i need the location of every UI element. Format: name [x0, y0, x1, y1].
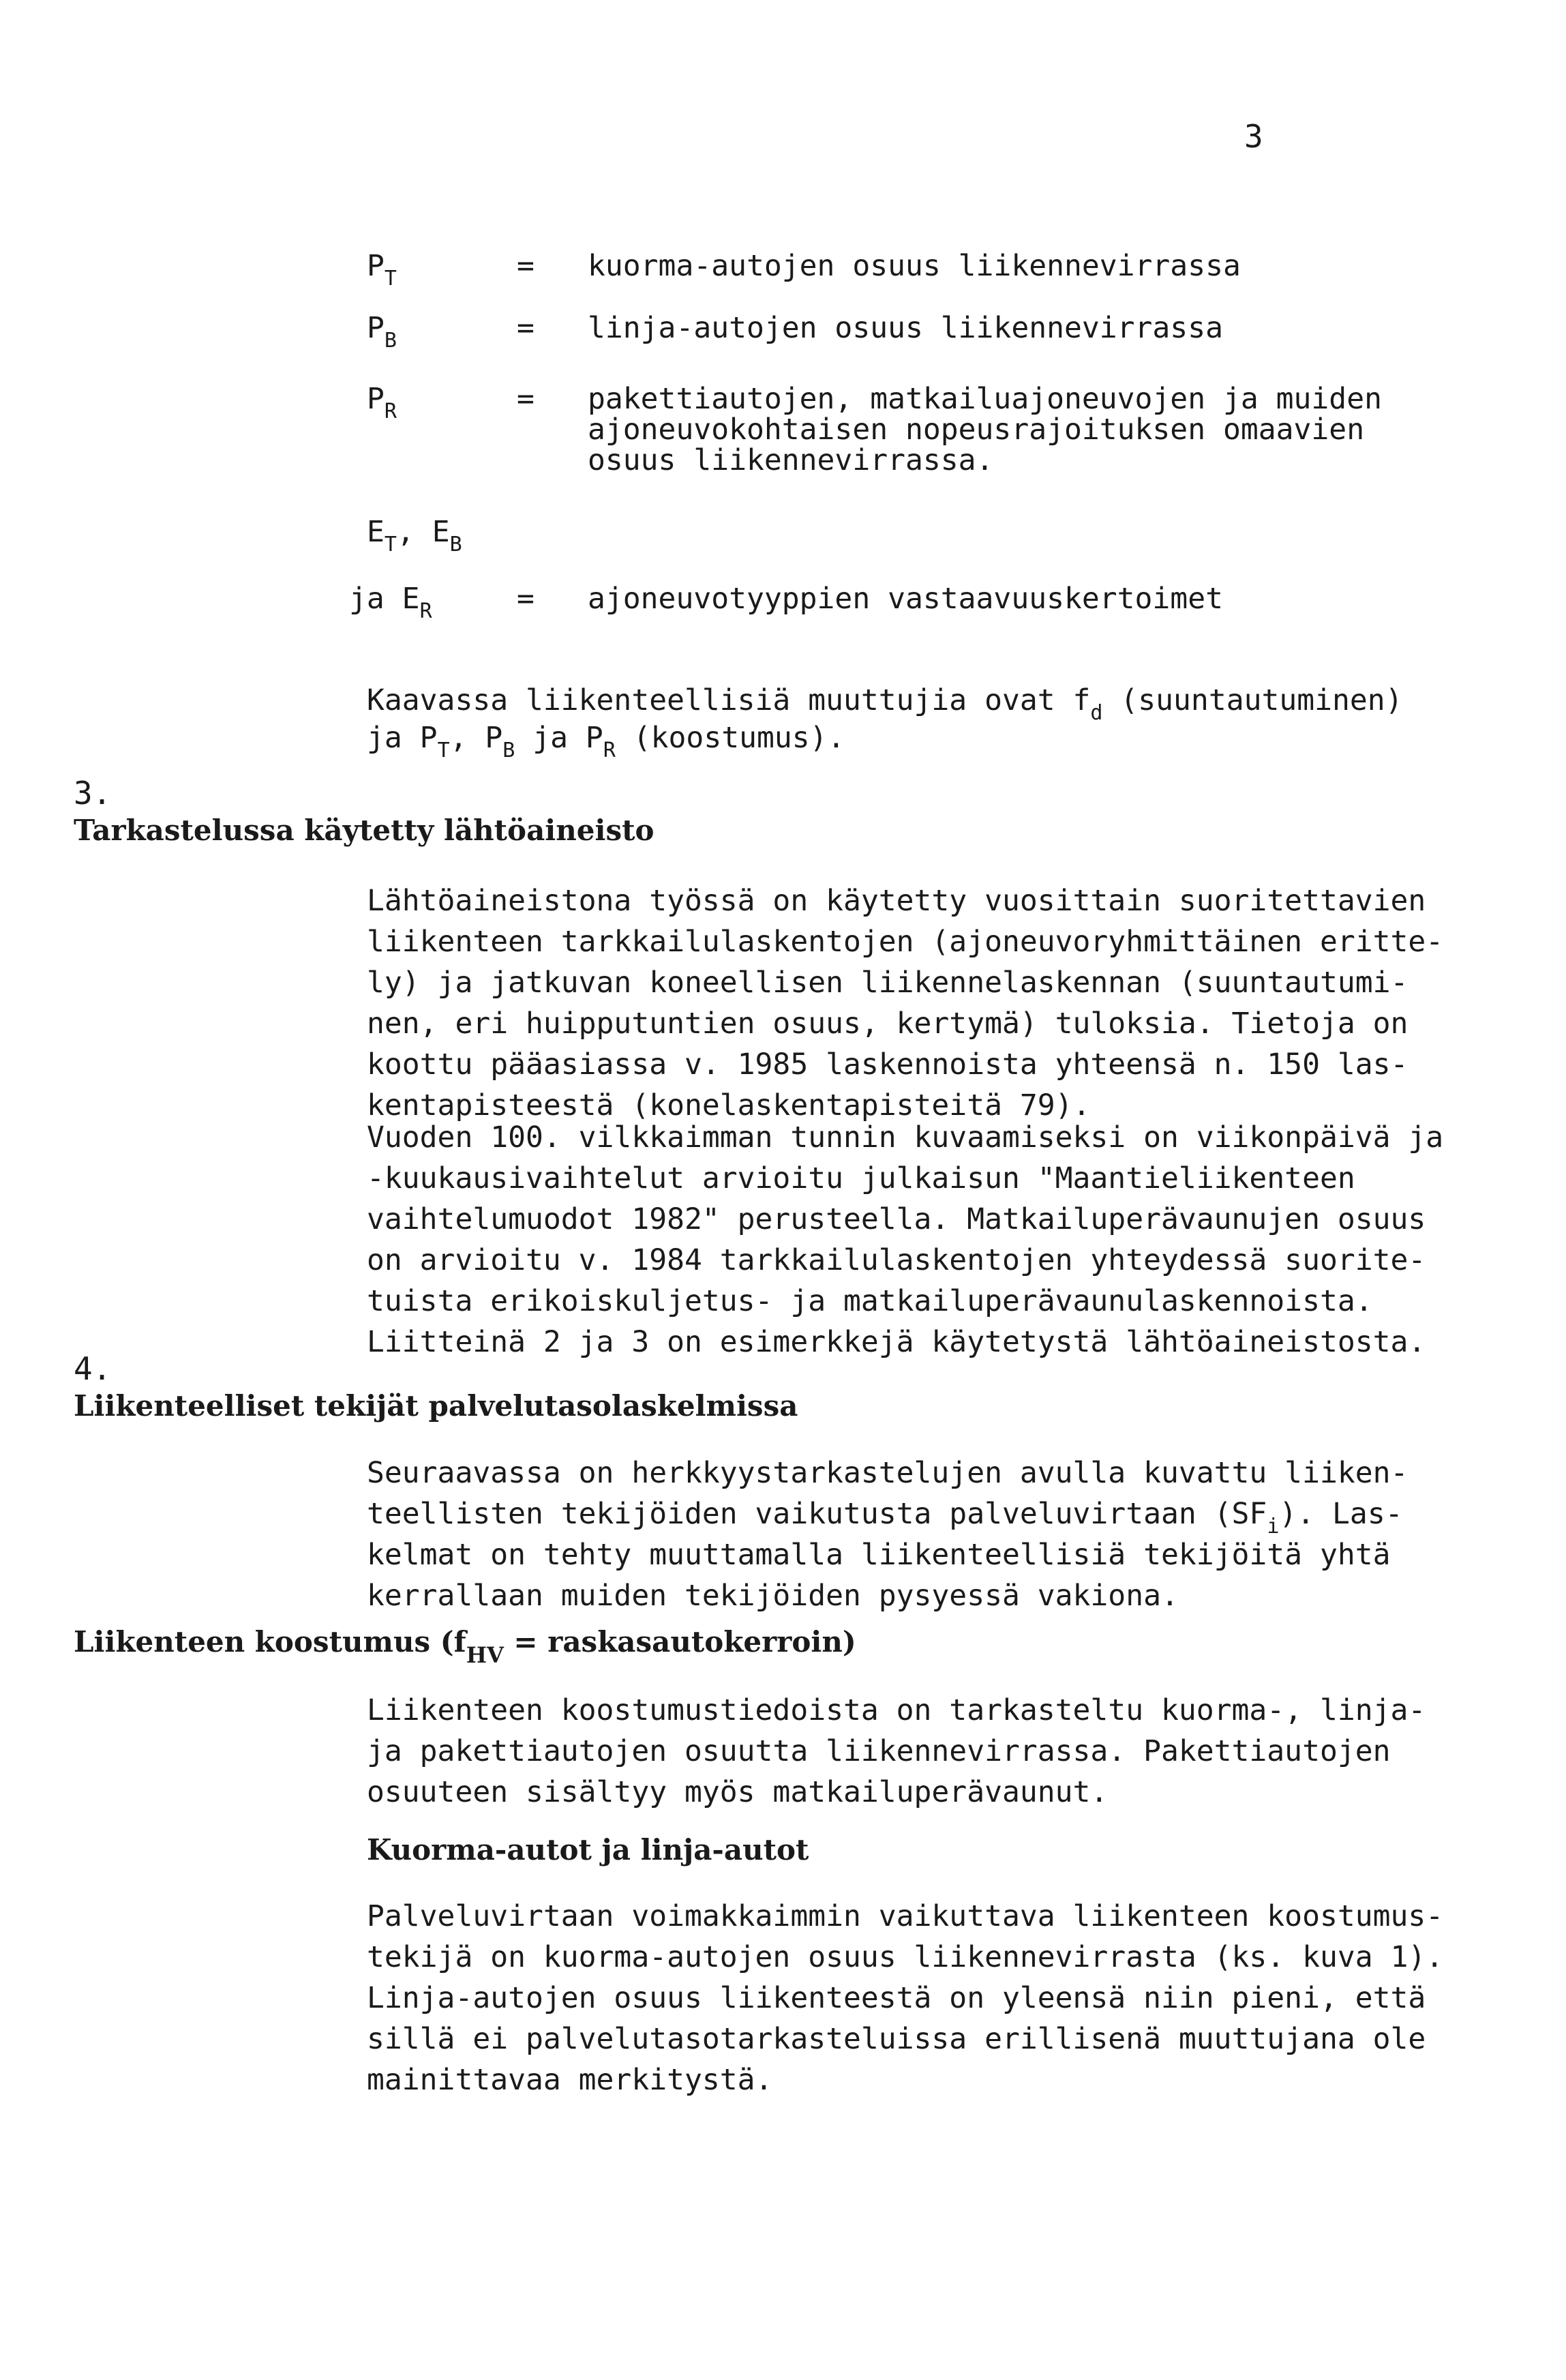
formula-note-line-2: ja $P_T$, $P_B$ ja $P_R$ (koostumus). [367, 721, 845, 762]
paragraph-line: Vuoden 100. vilkkaimman tunnin kuvaamiseksi on viikonpäivä ja [367, 1120, 1444, 1155]
definition-text: pakettiautojen, matkailuajoneuvojen ja muiden [588, 382, 1382, 416]
paragraph-line: mainittavaa merkitystä. [367, 2063, 773, 2097]
definition-text: kuorma-autojen osuus liikennevirrassa [588, 249, 1241, 283]
paragraph-line [367, 1453, 1408, 1493]
section-3-number: 3. [74, 775, 112, 812]
paragraph-line: nen, eri huipputuntien osuus, kertymä) tuloksia. Tietoja on [367, 1007, 1409, 1041]
subheading-traffic-composition: Liikenteen koostumus ($f_{HV}$ = raskasautokerroin) [74, 1625, 856, 1668]
coefficient-symbol-er: ja $E_R$ [349, 582, 432, 623]
paragraph-line: -kuukausivaihtelut arvioitu julkaisun "Maantieliikenteen [367, 1161, 1355, 1195]
definition-equals: = [517, 249, 534, 283]
section-3-paragraph-2 [367, 1117, 1443, 1363]
section-4-paragraph-1 [367, 1453, 1408, 1616]
symbol-subscript: R [384, 400, 397, 423]
page-number: 3 [1244, 118, 1263, 155]
line-text-after: ). Las- [1279, 1497, 1403, 1531]
line-text: kerrallaan muiden tekijöiden pysyessä vakiona. [367, 1579, 1179, 1613]
paragraph-line: tuista erikoiskuljetus- ja matkailuperävaunulaskennoista. [367, 1284, 1373, 1318]
section-3-paragraph-1 [367, 880, 1443, 1126]
paragraph-line: Liitteinä 2 ja 3 on esimerkkejä käytetystä lähtöaineistosta. [367, 1325, 1426, 1359]
symbol-subscript: T [384, 267, 397, 291]
definition-text: ajoneuvokohtaisen nopeusrajoituksen omaavien [588, 413, 1365, 447]
paragraph-line: tekijä on kuorma-autojen osuus liikennevirrasta (ks. kuva 1). [367, 1940, 1444, 1974]
definition-equals: = [517, 382, 534, 416]
paragraph-line: ly) ja jatkuvan koneellisen liikennelaskennan (suuntautumi- [367, 966, 1409, 1000]
symbol-letter: P [367, 382, 385, 416]
symbol-letter: P [367, 249, 385, 283]
paragraph-line: Palveluvirtaan voimakkaimmin vaikuttava liikenteen koostumus- [367, 1899, 1444, 1933]
symbol-subscript: B [384, 329, 397, 353]
paragraph-line: Linja-autojen osuus liikenteestä on yleensä niin pieni, että [367, 1981, 1426, 2015]
paragraph-line: ja pakettiautojen osuutta liikennevirrassa. Pakettiautojen [367, 1734, 1391, 1768]
paragraph-line: liikenteen tarkkailulaskentojen (ajoneuvoryhmittäinen eritte- [367, 925, 1444, 959]
line-text: teellisten tekijöiden vaikutusta palveluvirtaan (SF [367, 1497, 1267, 1531]
line-text: Seuraavassa on herkkyystarkastelujen avulla kuvattu liiken- [367, 1456, 1409, 1490]
section-4-paragraph-3 [367, 1896, 1443, 2100]
paragraph-line: on arvioitu v. 1984 tarkkailulaskentojen yhteydessä suorite- [367, 1243, 1426, 1277]
formula-note-line-1: Kaavassa liikenteellisiä muuttujia ovat $f_d$ (suuntautuminen) [367, 683, 1403, 725]
symbol-letter: P [367, 311, 385, 345]
definition-symbol [367, 378, 397, 423]
section-4-paragraph-2 [367, 1690, 1426, 1813]
coefficient-symbols: $E_T$, $E_B$ [367, 515, 462, 556]
paragraph-line [367, 1575, 1408, 1616]
definition-symbol [367, 246, 397, 290]
paragraph-line: koottu pääasiassa v. 1985 laskennoista yhteensä n. 150 las- [367, 1047, 1409, 1082]
paragraph-line: osuuteen sisältyy myös matkailuperävaunut. [367, 1775, 1109, 1809]
paragraph-line [367, 1534, 1408, 1575]
paragraph-line [367, 1493, 1408, 1538]
definition-text: linja-autojen osuus liikennevirrassa [588, 311, 1223, 345]
definition-equals: = [517, 311, 534, 345]
definition-symbol [367, 308, 397, 352]
definition-text: osuus liikennevirrassa. [588, 443, 994, 477]
section-3-title: Tarkastelussa käytetty lähtöaineisto [74, 814, 654, 847]
coefficient-description: ajoneuvotyyppien vastaavuuskertoimet [588, 582, 1223, 616]
paragraph-line: kentapisteestä (konelaskentapisteitä 79). [367, 1088, 1091, 1122]
paragraph-line: Liikenteen koostumustiedoista on tarkasteltu kuorma-, linja- [367, 1693, 1426, 1727]
subheading-trucks-buses: Kuorma-autot ja linja-autot [367, 1833, 809, 1866]
coefficient-equals: = [517, 582, 534, 616]
line-subscript: i [1267, 1515, 1280, 1538]
paragraph-line: sillä ei palvelutasotarkasteluissa erillisenä muuttujana ole [367, 2022, 1426, 2056]
section-4-title: Liikenteelliset tekijät palvelutasolaskelmissa [74, 1389, 798, 1423]
section-4-number: 4. [74, 1350, 112, 1387]
paragraph-line: Lähtöaineistona työssä on käytetty vuosittain suoritettavien [367, 884, 1426, 918]
paragraph-line: vaihtelumuodot 1982" perusteella. Matkailuperävaunujen osuus [367, 1202, 1426, 1236]
line-text: kelmat on tehty muuttamalla liikenteellisiä tekijöitä yhtä [367, 1538, 1391, 1572]
